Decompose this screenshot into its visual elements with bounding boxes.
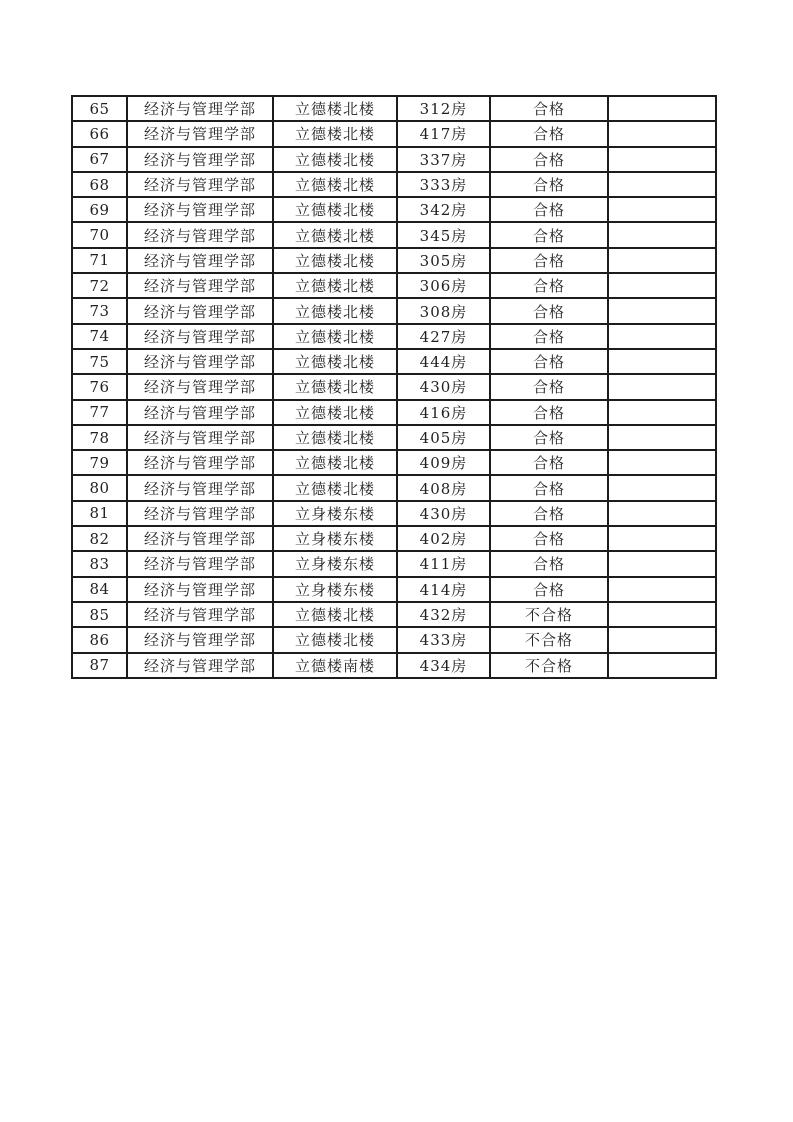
cell-building: 立身楼东楼 [273, 501, 397, 526]
cell-row-number: 84 [72, 577, 127, 602]
cell-room: 308房 [397, 298, 490, 323]
cell-building: 立德楼北楼 [273, 324, 397, 349]
cell-remark [608, 526, 716, 551]
table-row [72, 248, 716, 273]
cell-row-number: 65 [72, 96, 127, 121]
cell-result: 合格 [490, 577, 608, 602]
cell-result: 合格 [490, 298, 608, 323]
cell-room: 312房 [397, 96, 490, 121]
cell-room: 333房 [397, 172, 490, 197]
cell-building: 立德楼北楼 [273, 374, 397, 399]
table-row [72, 222, 716, 247]
table-row [72, 147, 716, 172]
cell-row-number: 74 [72, 324, 127, 349]
cell-room: 408房 [397, 475, 490, 500]
cell-room: 342房 [397, 197, 490, 222]
cell-result: 合格 [490, 475, 608, 500]
cell-row-number: 66 [72, 121, 127, 146]
room-inspection-table [71, 95, 717, 679]
cell-building: 立身楼东楼 [273, 526, 397, 551]
cell-room: 444房 [397, 349, 490, 374]
cell-row-number: 79 [72, 450, 127, 475]
table-row [72, 475, 716, 500]
cell-department: 经济与管理学部 [127, 450, 273, 475]
cell-remark [608, 172, 716, 197]
cell-department: 经济与管理学部 [127, 96, 273, 121]
cell-row-number: 72 [72, 273, 127, 298]
cell-row-number: 82 [72, 526, 127, 551]
cell-remark [608, 147, 716, 172]
cell-room: 430房 [397, 374, 490, 399]
cell-building: 立德楼北楼 [273, 349, 397, 374]
cell-remark [608, 450, 716, 475]
table-row [72, 551, 716, 576]
cell-building: 立德楼北楼 [273, 197, 397, 222]
cell-row-number: 78 [72, 425, 127, 450]
cell-room: 402房 [397, 526, 490, 551]
cell-result: 合格 [490, 551, 608, 576]
cell-building: 立德楼北楼 [273, 248, 397, 273]
cell-result: 合格 [490, 197, 608, 222]
table-row [72, 197, 716, 222]
cell-remark [608, 400, 716, 425]
cell-department: 经济与管理学部 [127, 349, 273, 374]
cell-row-number: 81 [72, 501, 127, 526]
cell-remark [608, 349, 716, 374]
cell-row-number: 87 [72, 653, 127, 678]
cell-department: 经济与管理学部 [127, 400, 273, 425]
cell-building: 立德楼北楼 [273, 602, 397, 627]
cell-building: 立德楼北楼 [273, 172, 397, 197]
table-row [72, 450, 716, 475]
cell-department: 经济与管理学部 [127, 627, 273, 652]
cell-building: 立德楼北楼 [273, 147, 397, 172]
cell-remark [608, 374, 716, 399]
cell-room: 306房 [397, 273, 490, 298]
table-row [72, 501, 716, 526]
cell-result: 合格 [490, 425, 608, 450]
cell-department: 经济与管理学部 [127, 653, 273, 678]
cell-row-number: 70 [72, 222, 127, 247]
cell-remark [608, 551, 716, 576]
cell-room: 427房 [397, 324, 490, 349]
cell-row-number: 85 [72, 602, 127, 627]
cell-row-number: 67 [72, 147, 127, 172]
cell-row-number: 80 [72, 475, 127, 500]
cell-building: 立德楼北楼 [273, 298, 397, 323]
cell-remark [608, 501, 716, 526]
cell-remark [608, 222, 716, 247]
cell-department: 经济与管理学部 [127, 374, 273, 399]
table-row [72, 400, 716, 425]
cell-result: 合格 [490, 501, 608, 526]
cell-remark [608, 248, 716, 273]
cell-result: 合格 [490, 147, 608, 172]
cell-building: 立德楼北楼 [273, 96, 397, 121]
cell-building: 立德楼北楼 [273, 450, 397, 475]
cell-result: 合格 [490, 248, 608, 273]
cell-department: 经济与管理学部 [127, 551, 273, 576]
table-row [72, 324, 716, 349]
cell-building: 立德楼北楼 [273, 475, 397, 500]
cell-department: 经济与管理学部 [127, 121, 273, 146]
cell-result: 合格 [490, 349, 608, 374]
cell-remark [608, 121, 716, 146]
cell-department: 经济与管理学部 [127, 324, 273, 349]
cell-building: 立德楼北楼 [273, 425, 397, 450]
cell-row-number: 68 [72, 172, 127, 197]
cell-row-number: 75 [72, 349, 127, 374]
table-row [72, 96, 716, 121]
cell-result: 合格 [490, 400, 608, 425]
cell-row-number: 71 [72, 248, 127, 273]
cell-department: 经济与管理学部 [127, 298, 273, 323]
cell-department: 经济与管理学部 [127, 248, 273, 273]
cell-room: 305房 [397, 248, 490, 273]
cell-row-number: 73 [72, 298, 127, 323]
cell-row-number: 69 [72, 197, 127, 222]
cell-row-number: 86 [72, 627, 127, 652]
cell-remark [608, 653, 716, 678]
cell-department: 经济与管理学部 [127, 172, 273, 197]
cell-room: 337房 [397, 147, 490, 172]
table-row [72, 653, 716, 678]
cell-room: 433房 [397, 627, 490, 652]
cell-building: 立德楼南楼 [273, 653, 397, 678]
cell-department: 经济与管理学部 [127, 273, 273, 298]
table-row [72, 172, 716, 197]
cell-building: 立德楼北楼 [273, 121, 397, 146]
cell-room: 411房 [397, 551, 490, 576]
cell-result: 合格 [490, 374, 608, 399]
cell-room: 345房 [397, 222, 490, 247]
cell-room: 417房 [397, 121, 490, 146]
cell-row-number: 77 [72, 400, 127, 425]
table-row [72, 627, 716, 652]
table-row [72, 425, 716, 450]
cell-result: 合格 [490, 96, 608, 121]
cell-result: 不合格 [490, 602, 608, 627]
table-row [72, 121, 716, 146]
cell-remark [608, 602, 716, 627]
cell-room: 414房 [397, 577, 490, 602]
inspection-table-body [72, 96, 716, 678]
cell-building: 立身楼东楼 [273, 551, 397, 576]
cell-remark [608, 475, 716, 500]
cell-department: 经济与管理学部 [127, 501, 273, 526]
cell-result: 合格 [490, 324, 608, 349]
cell-result: 合格 [490, 450, 608, 475]
cell-result: 合格 [490, 222, 608, 247]
cell-department: 经济与管理学部 [127, 577, 273, 602]
cell-result: 不合格 [490, 653, 608, 678]
cell-row-number: 83 [72, 551, 127, 576]
cell-department: 经济与管理学部 [127, 147, 273, 172]
cell-department: 经济与管理学部 [127, 475, 273, 500]
cell-room: 432房 [397, 602, 490, 627]
cell-department: 经济与管理学部 [127, 602, 273, 627]
cell-department: 经济与管理学部 [127, 425, 273, 450]
cell-building: 立德楼北楼 [273, 273, 397, 298]
cell-result: 合格 [490, 273, 608, 298]
cell-result: 合格 [490, 526, 608, 551]
cell-remark [608, 627, 716, 652]
cell-remark [608, 273, 716, 298]
table-row [72, 526, 716, 551]
cell-department: 经济与管理学部 [127, 222, 273, 247]
cell-remark [608, 425, 716, 450]
cell-remark [608, 324, 716, 349]
cell-remark [608, 298, 716, 323]
cell-building: 立德楼北楼 [273, 400, 397, 425]
table-row [72, 577, 716, 602]
cell-remark [608, 577, 716, 602]
table-row [72, 298, 716, 323]
cell-remark [608, 96, 716, 121]
table-row [72, 602, 716, 627]
cell-remark [608, 197, 716, 222]
cell-room: 409房 [397, 450, 490, 475]
cell-result: 合格 [490, 121, 608, 146]
table-row [72, 273, 716, 298]
table-row [72, 349, 716, 374]
cell-building: 立德楼北楼 [273, 627, 397, 652]
cell-room: 434房 [397, 653, 490, 678]
cell-department: 经济与管理学部 [127, 197, 273, 222]
cell-room: 405房 [397, 425, 490, 450]
cell-result: 不合格 [490, 627, 608, 652]
cell-room: 430房 [397, 501, 490, 526]
table-row [72, 374, 716, 399]
cell-room: 416房 [397, 400, 490, 425]
cell-building: 立德楼北楼 [273, 222, 397, 247]
cell-building: 立身楼东楼 [273, 577, 397, 602]
cell-result: 合格 [490, 172, 608, 197]
cell-department: 经济与管理学部 [127, 526, 273, 551]
cell-row-number: 76 [72, 374, 127, 399]
